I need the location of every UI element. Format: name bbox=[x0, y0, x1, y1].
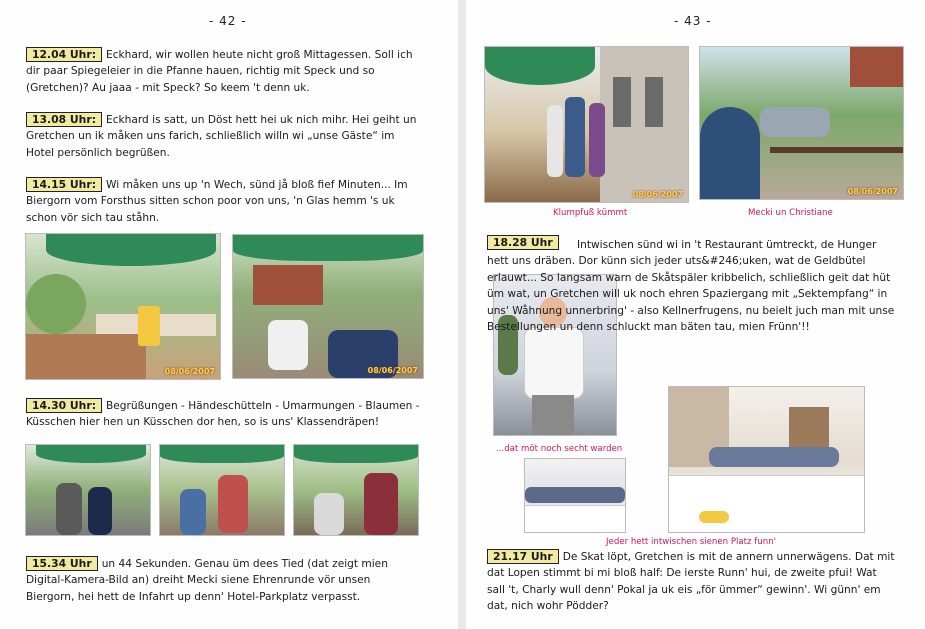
diary-entry bbox=[487, 549, 895, 615]
time-badge: 21.17 Uhr bbox=[487, 549, 559, 564]
entry-text: Begrüßungen - Händeschütteln - Umarmungen - Blaumen - Küsschen hier hen un Küsschen dor hen, so is uns' Klassendräpen! bbox=[26, 400, 420, 429]
parking-lot-photo bbox=[699, 46, 904, 200]
beer-garden-photo bbox=[232, 234, 424, 379]
diary-entry bbox=[26, 398, 421, 431]
time-badge: 14.30 Uhr: bbox=[26, 398, 102, 413]
left-page bbox=[0, 0, 458, 629]
photo-date: 08/06/2007 bbox=[164, 367, 215, 376]
entry-text: De Skat löpt, Gretchen is mit de annern unnerwägens. Dat mit dat Lopen stimmt bi mi bloß half: De ierste Runn' hui, de zweite pfui! Wat sall 't, Charly wull denn' Pokal ja uk eis „för ümmer“ gewinn'. Wi günn' em dat, nich wohr Pödder? bbox=[487, 551, 895, 613]
diary-entry bbox=[26, 47, 421, 96]
entry-text: Wi måken uns up 'n Wech, sünd jå bloß fief Minuten... Im Biergorn vom Forsthus sitten schon poor von uns, 'n Glas hemm 's uk schon vör sich tau ståhn. bbox=[26, 179, 408, 224]
time-badge: 15.34 Uhr bbox=[26, 556, 98, 571]
time-badge: 14.15 Uhr: bbox=[26, 177, 102, 192]
photo-date: 08/06/2007 bbox=[367, 366, 418, 375]
photo-caption: Jeder hett intwischen sienen Platz funn' bbox=[606, 537, 777, 547]
beer-garden-photo bbox=[25, 233, 221, 380]
entry-text: Eckhard, wir wollen heute nicht groß Mittagessen. Soll ich dir paar Spiegeleier in die Pfanne hauen, richtig mit Speck und so (Gretchen)? Au jaaa - mit Speck? So keem 't denn uk. bbox=[26, 49, 413, 94]
table-photo bbox=[524, 458, 626, 533]
diary-entry bbox=[26, 177, 421, 226]
page-number: - 43 - bbox=[674, 14, 712, 28]
entry-text: un 44 Sekunden. Genau üm dees Tied (dat zeigt mien Digital-Kamera-Bild an) dreiht Mecki siene Ehrenrunde vör unsen Biergorn, hei hett de Infahrt up denn' Hotel-Parkplatz verpasst. bbox=[26, 558, 388, 603]
restaurant-photo bbox=[668, 386, 865, 533]
time-badge: 18.28 Uhr bbox=[487, 235, 559, 250]
greeting-photo bbox=[25, 444, 151, 536]
photo-date: 08/06/2007 bbox=[632, 190, 683, 199]
entry-text-wrap bbox=[487, 237, 897, 335]
right-page bbox=[466, 0, 925, 629]
entry-text: Intwischen sünd wi in 't Restaurant ümtreckt, de Hunger hett uns dräben. Dor künn sich jeder uts&#246;uken, wat de Geldbütel erlauwt... So langsam warn de Skåtspäler kribbelich, schließlich geit dat hüt üm wat, un Gretchen will uk noch ehren Spaziergang mit „Sektempfang“ in uns' Wåhnung unnerbring' - also Kellnerfrugens, nu beielt juch man mit unse Bestellungen un denn schluckt man bäten tau, mien Frünn'!! bbox=[487, 239, 895, 334]
hotel-entrance-photo bbox=[484, 46, 689, 203]
photo-caption: Klumpfuß kümmt bbox=[553, 208, 628, 218]
entry-text: Eckhard is satt, un Döst hett hei uk nich mihr. Hei geiht un Gretchen un ik måken uns farich, schließlich willn wi „unse Gäste“ im Hotel persönlich begrüßen. bbox=[26, 114, 417, 159]
page-number: - 42 - bbox=[209, 14, 247, 28]
photo-caption: ...dat möt noch secht warden bbox=[496, 444, 623, 454]
photo-caption: Mecki un Christiane bbox=[748, 208, 833, 218]
photo-date: 08/06/2007 bbox=[847, 187, 898, 196]
diary-entry bbox=[26, 556, 422, 605]
time-badge: 13.08 Uhr: bbox=[26, 112, 102, 127]
greeting-photo bbox=[293, 444, 419, 536]
time-badge: 12.04 Uhr: bbox=[26, 47, 102, 62]
greeting-photo bbox=[159, 444, 285, 536]
diary-entry bbox=[26, 112, 421, 161]
